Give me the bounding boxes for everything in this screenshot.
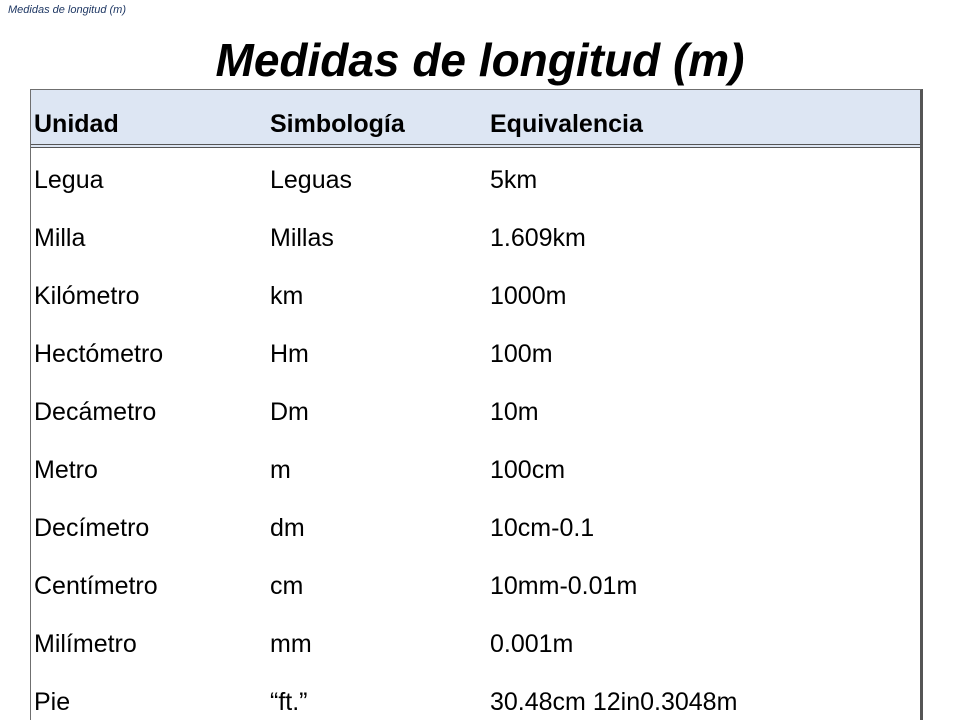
slide-header-caption: Medidas de longitud (m) (8, 4, 127, 16)
page-title: Medidas de longitud (m) (215, 34, 745, 86)
unit-equivalence: 100m (490, 340, 553, 368)
unit-equivalence: 0.001m (490, 630, 574, 658)
length-units-table (30, 89, 923, 720)
table-row (31, 210, 920, 268)
unit-name: Hectómetro (34, 340, 164, 368)
unit-name: Milla (34, 224, 86, 252)
unit-symbol: mm (270, 630, 312, 658)
unit-name: Legua (34, 166, 104, 194)
unit-symbol: dm (270, 514, 305, 542)
table-row (31, 152, 920, 210)
unit-symbol: Millas (270, 224, 334, 252)
unit-equivalence: 30.48cm 12in0.3048m (490, 688, 738, 716)
unit-name: Metro (34, 456, 98, 484)
table-row (31, 616, 920, 674)
unit-name: Kilómetro (34, 282, 140, 310)
table-row (31, 500, 920, 558)
unit-name: Pie (34, 688, 71, 716)
unit-equivalence: 1000m (490, 282, 567, 310)
unit-symbol: “ft.” (270, 688, 308, 716)
column-header-equivalencia: Equivalencia (490, 110, 643, 138)
unit-symbol: km (270, 282, 304, 310)
table-header-row (31, 90, 920, 148)
unit-symbol: m (270, 456, 291, 484)
unit-equivalence: 100cm (490, 456, 566, 484)
table-row (31, 326, 920, 384)
unit-name: Milímetro (34, 630, 137, 658)
table-row (31, 674, 920, 720)
unit-symbol: cm (270, 572, 304, 600)
unit-symbol: Hm (270, 340, 309, 368)
unit-equivalence: 10m (490, 398, 539, 426)
table-row (31, 558, 920, 616)
unit-name: Decímetro (34, 514, 150, 542)
unit-equivalence: 10mm-0.01m (490, 572, 638, 600)
unit-equivalence: 1.609km (490, 224, 586, 252)
table-row (31, 268, 920, 326)
table-row (31, 384, 920, 442)
table-row (31, 442, 920, 500)
column-header-unidad: Unidad (34, 110, 119, 138)
unit-name: Decámetro (34, 398, 157, 426)
unit-symbol: Leguas (270, 166, 353, 194)
unit-name: Centímetro (34, 572, 158, 600)
column-header-simbologia: Simbología (270, 110, 405, 138)
unit-equivalence: 5km (490, 166, 538, 194)
unit-equivalence: 10cm-0.1 (490, 514, 595, 542)
unit-symbol: Dm (270, 398, 309, 426)
